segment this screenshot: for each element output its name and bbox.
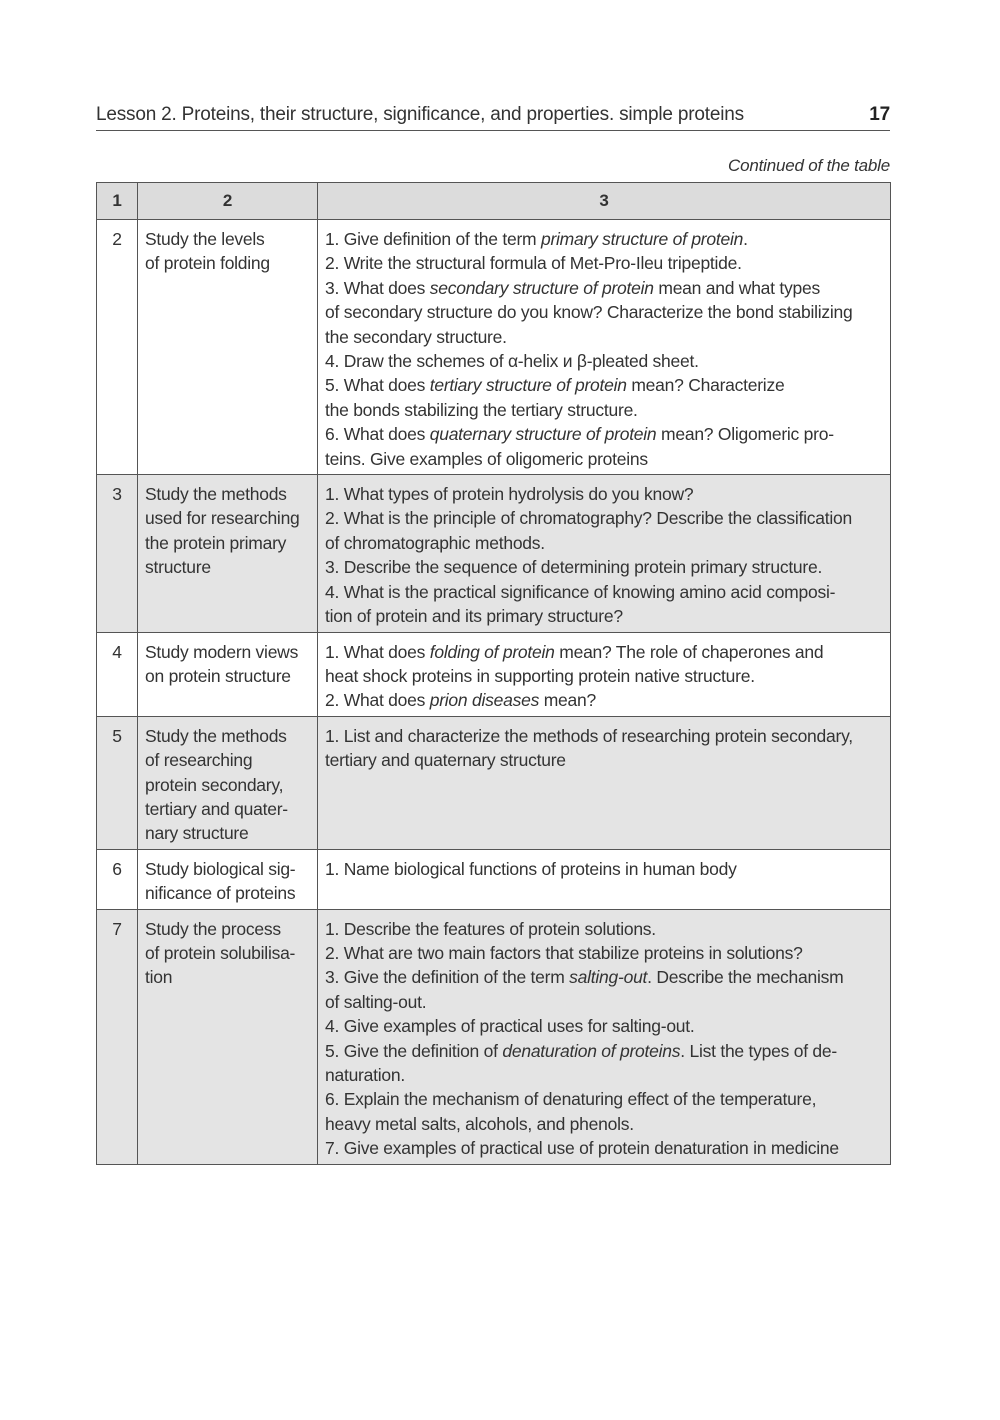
topic-line: on protein structure [145, 665, 291, 686]
row-questions [318, 632, 891, 716]
question-line [325, 555, 883, 579]
question-line [325, 580, 883, 604]
question-line [325, 688, 883, 712]
question-line [325, 506, 883, 530]
text-segment: heat shock proteins in supporting protein native structure. [325, 665, 755, 686]
text-segment: the secondary structure. [325, 326, 507, 347]
question-line [325, 604, 883, 628]
topic-line: the protein primary [145, 532, 287, 553]
topic-line: structure [145, 557, 211, 578]
question-line [325, 349, 883, 373]
question-line [325, 531, 883, 555]
row-questions [318, 909, 891, 1164]
text-segment: 2. What is the principle of chromatography? Describe the classification [325, 508, 852, 529]
question-line [325, 965, 883, 989]
topic-line: tion [145, 967, 173, 988]
topic-line: Study the methods [145, 484, 287, 505]
text-segment: tertiary and quaternary structure [325, 750, 566, 771]
topic-line: Study the process [145, 918, 281, 939]
page-number: 17 [869, 104, 890, 125]
text-segment: . List the types of de- [680, 1040, 837, 1061]
question-line [325, 1136, 883, 1160]
row-number: 4 [97, 632, 138, 716]
question-line [325, 1112, 883, 1136]
question-line [325, 917, 883, 941]
text-segment: 1. What does [325, 641, 430, 662]
header-title: Lesson 2. Proteins, their structure, significance, and properties. simple proteins [96, 104, 744, 125]
question-line [325, 640, 883, 664]
question-line [325, 1014, 883, 1038]
text-segment: 1. Give definition of the term [325, 229, 541, 249]
text-segment: 5. What does [325, 375, 430, 396]
question-line [325, 422, 883, 446]
text-segment: 4. What is the practical significance of knowing amino acid composi- [325, 581, 836, 602]
text-segment: 3. Give the definition of the term [325, 967, 570, 988]
text-segment: 1. List and characterize the methods of researching protein secondary, [325, 725, 853, 746]
text-segment: mean and what types [653, 277, 820, 298]
italic-term: folding of protein [429, 641, 555, 662]
row-number: 2 [97, 220, 138, 475]
table-row [97, 475, 891, 632]
text-segment: 1. What types of protein hydrolysis do you know? [325, 484, 694, 505]
italic-term: denaturation of proteins [502, 1040, 681, 1061]
question-line [325, 398, 883, 422]
italic-term: primary structure of protein [540, 229, 744, 249]
continued-caption: Continued of the table [728, 156, 890, 175]
text-segment: 3. Describe the sequence of determining protein primary structure. [325, 557, 823, 578]
row-number: 3 [97, 475, 138, 632]
text-segment: of salting-out. [325, 991, 427, 1012]
question-line [325, 664, 883, 688]
text-segment: 2. What are two main factors that stabilize proteins in solutions? [325, 942, 803, 963]
topic-line: Study the levels [145, 229, 265, 249]
table-row [97, 849, 891, 909]
row-topic [138, 849, 318, 909]
question-line [325, 941, 883, 965]
lesson-table [96, 182, 891, 1165]
row-questions [318, 849, 891, 909]
topic-line: Study biological sig- [145, 858, 296, 879]
question-line [325, 325, 883, 349]
row-questions [318, 220, 891, 475]
table-body [97, 220, 891, 1165]
text-segment: 4. Draw the schemes of α-helix и β-pleated sheet. [325, 351, 699, 372]
text-segment: 5. Give the definition of [325, 1040, 503, 1061]
text-segment: the bonds stabilizing the tertiary structure. [325, 399, 638, 420]
row-topic [138, 632, 318, 716]
topic-line: nary structure [145, 823, 249, 844]
row-number: 5 [97, 716, 138, 849]
table-row [97, 716, 891, 849]
question-line [325, 1039, 883, 1063]
text-segment: 7. Give examples of practical use of protein denaturation in medicine [325, 1138, 839, 1159]
table-row [97, 632, 891, 716]
italic-term: secondary structure of protein [429, 277, 654, 298]
question-line [325, 373, 883, 397]
topic-line: Study modern views [145, 641, 299, 662]
text-segment: mean? [539, 690, 596, 711]
topic-line: nificance of proteins [145, 883, 296, 904]
italic-term: tertiary structure of protein [429, 375, 627, 396]
question-line [325, 990, 883, 1014]
text-segment: 6. Explain the mechanism of denaturing effect of the temperature, [325, 1089, 817, 1110]
italic-term: prion diseases [429, 690, 540, 711]
text-segment: 3. What does [325, 277, 430, 298]
row-questions [318, 716, 891, 849]
text-segment: naturation. [325, 1065, 405, 1085]
question-line [325, 227, 883, 251]
column-header: 1 [97, 183, 138, 220]
text-segment: 1. Name biological functions of proteins in human body [325, 858, 737, 879]
text-segment: . Describe the mechanism [647, 967, 844, 988]
text-segment: 4. Give examples of practical uses for salting-out. [325, 1016, 695, 1037]
question-line [325, 300, 883, 324]
text-segment: heavy metal salts, alcohols, and phenols. [325, 1113, 634, 1134]
question-line [325, 1087, 883, 1111]
topic-line: tertiary and quater- [145, 798, 288, 819]
text-segment: mean? The role of chaperones and [554, 641, 824, 662]
question-line [325, 482, 883, 506]
text-segment: 2. Write the structural formula of Met-Pro-Ileu tripeptide. [325, 253, 742, 274]
question-line [325, 857, 883, 881]
text-segment: tion of protein and its primary structure? [325, 606, 623, 627]
row-questions [318, 475, 891, 632]
row-number: 7 [97, 909, 138, 1164]
topic-line: protein secondary, [145, 774, 284, 795]
row-topic [138, 220, 318, 475]
text-segment: of secondary structure do you know? Characterize the bond stabilizing [325, 302, 853, 323]
question-line [325, 251, 883, 275]
table-header-row [97, 183, 891, 220]
topic-line: of protein solubilisa- [145, 942, 296, 963]
text-segment: . [743, 229, 748, 249]
row-number: 6 [97, 849, 138, 909]
topic-line: of researching [145, 750, 253, 771]
italic-term: salting-out [569, 967, 648, 988]
question-line [325, 447, 883, 471]
topic-line: Study the methods [145, 725, 287, 746]
question-line [325, 1063, 883, 1087]
text-segment: 2. What does [325, 690, 430, 711]
text-segment: 1. Describe the features of protein solutions. [325, 918, 656, 939]
italic-term: quaternary structure of protein [429, 424, 657, 445]
text-segment: mean? Characterize [626, 375, 785, 396]
running-header [96, 102, 890, 131]
row-topic [138, 475, 318, 632]
column-header: 3 [318, 183, 891, 220]
table-row [97, 909, 891, 1164]
topic-line: of protein folding [145, 253, 270, 274]
row-topic [138, 909, 318, 1164]
question-line [325, 724, 883, 748]
text-segment: teins. Give examples of oligomeric proteins [325, 448, 648, 469]
topic-line: used for researching [145, 508, 300, 529]
table-row [97, 220, 891, 475]
text-segment: of chromatographic methods. [325, 532, 545, 553]
column-header: 2 [138, 183, 318, 220]
text-segment: 6. What does [325, 424, 430, 445]
row-topic [138, 716, 318, 849]
question-line [325, 276, 883, 300]
text-segment: mean? Oligomeric pro- [656, 424, 834, 445]
question-line [325, 748, 883, 772]
